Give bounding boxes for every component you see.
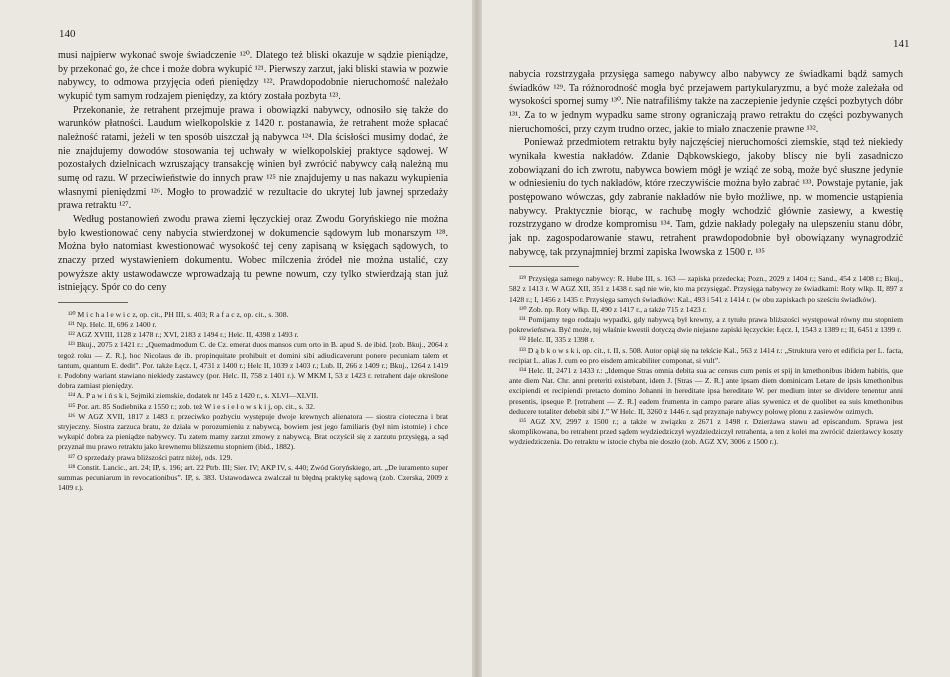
footnote: ¹²⁷ O sprzedaży prawa bliższości patrz niżej, ods. 129. (68, 452, 233, 462)
right-column (509, 68, 903, 448)
footnote: ¹³³ D ą b k o w s k i, op. cit., t. II, s. 508. Autor opiął się na tekście Kal., 563 z 1414 r.: „Struktura vero et edificia per L. facta, recipiat L. alias J. cum eo pro eisdem amicabiliter componat, si vult”. (509, 345, 903, 365)
left-column (58, 49, 448, 493)
footnote: ¹²³ Bkuj., 2075 z 1421 r.: „Quemadmodum C. de Cz. emerat duos mansos cum orto in B. apud S. de ibid. [zob. Bkuj., 2064 z tegoż roku — Z. R.], hoc Nicolaus de ib. propinquitate prohibuit et domini sibi adiudicaverunt ponere pecuniam talem et tantum, quantum E. dedit”. Por. także Łęcz. I, 4731 z 1400 r.; Helc II, 1039 z 1403 r.; Lub. II, 266 z 1409 r.; Bkuj., 1264 z 1419 r. Podobny wariant stawiano niekiedy zastawcy (por. Helc. II, 758 z 1401 r.). W MKM I, 53 z 1423 r. retrahent daje określone dobra zamiast pieniędzy. (58, 340, 448, 391)
page-number: 140 (59, 28, 76, 40)
page-number: 141 (893, 38, 910, 50)
footnote: ¹²¹ Np. Helc. II, 696 z 1400 r. (68, 320, 157, 330)
paragraph: musi najpierw wykonać swoje świadczenie ¹²⁰. Dlatego też bliski okazuje w sądzie pieniądze, by przekonać go, że chce i może dobra wykupić ¹²¹. Pierwszy zarzut, jaki bliski stawia w pozwie nabywcy, to odmowa przyjęcia odeń pieniędzy ¹²². Prawdopodobnie nieruchomość należało wykupić tym samym rodzajem pieniędzy, za który została pozbyta ¹²³. (58, 50, 448, 102)
paragraph: Ponieważ przedmiotem retraktu były najczęściej nieruchomości ziemskie, stąd też niekiedy wynikała kwestia nakładów. Zdanie Dąbkowskiego, jakoby bliscy nie byli zasadniczo zobowiązani do ich zwrotu, nabywca bowiem mógł je wziąć ze sobą, może być słuszne jedynie w odniesieniu do tych nakładów, które rzeczywiście można było zabrać ¹³³. Powstaje pytanie, jak postępowano wówczas, gdy zabranie nakładów nie było możliwe, np. w momencie ustąpienia nabywcy. Praktycznie biorąc, w rachubę mogły wchodzić głównie zasiewy, a kwestię rozstrzygano w drodze kompromisu ¹³⁴. Tam, gdzie nakłady polegały na ulepszeniu stanu dóbr, jak np. zagospodarowanie stawu, retrahent prawdopodobnie był obowiązany wynagrodzić nabywcę, tak przynajmniej brzmi zapiska lwowska z 1500 r. ¹³⁵ (509, 137, 903, 258)
footnote: ¹²⁶ W AGZ XVII, 1817 z 1483 r. przeciwko pozbyciu występuje dwoje krewnych alienatora — siostra cioteczna i brat stryjeczny. Siostra zarzuca bratu, że działa w porozumieniu z nabywcą, bowiem jest jego familiaris (był nim istotnie) i chce wykupić dobra za pieniądze nabywcy. Tu zatem mamy zarzut zmowy z nabywcą. Brat oczyścił się z zarzutu przysięgą, a sąd przyznał mu prawo retraktu jako krewnemu bliższemu stopniem (ibid., 1882). (58, 411, 448, 452)
right-page (477, 0, 950, 677)
footnotes (509, 274, 903, 447)
paragraph: Przekonanie, że retrahent przejmuje prawa i obowiązki nabywcy, odnosiło się także do warunków płatności. Laudum wielkopolskie z 1420 r. postanawia, że retrahent może spłacać należność ratami, jeżeli w ten sposób uiszczał ją nabywca ¹²⁴. Dla ścisłości musimy dodać, że nie znajdujemy dowodów stosowania tej uchwały w wielkopolskiej praktyce sądowej. W pozostałych dzielnicach wzruszający transakcję winien był zwrócić nabywcy całą należną mu sumę od razu. W przeciwieństwie do innych praw ¹²⁵ nie znajdujemy u nas nakazu wykupienia własnymi pieniędzmi ¹²⁶. Mogło to prowadzić w rezultacie do ukrytej lub jawnej sprzedaży prawa retraktu ¹²⁷. (58, 104, 448, 212)
footnote: ¹³¹ Pomijamy tego rodzaju wypadki, gdy nabywcą był krewny, a z tytułu prawa bliższości występował równy mu stopniem pokrewieństwa. Być może, tej właśnie kwestii dotyczą dwie niejasne zapiski łęczyckie: Łęcz. I, 1543 z 1389 r.; II, 6451 z 1399 r. (509, 315, 903, 335)
book-gutter (472, 0, 482, 677)
footnotes (58, 310, 448, 494)
footnote: ¹²² AGZ XVIII, 1128 z 1478 r.; XVI, 2183 z 1494 r.; Helc. II, 4398 z 1493 r. (68, 330, 299, 340)
footnote: ¹²⁹ Przysięga samego nabywcy: R. Hube III, s. 163 — zapiska przedecka; Pozn., 2029 z 1404 r.; Sand., 454 z 1408 r.; Bkuj., 582 z 1413 r. W AGZ XII, 351 z 1438 r. sąd nie wie, kto ma przysięgać. Przysięga nabywcy ze świadkami: Roty wlkp. II, 897 z 1428 r.; I, 1456 z 1435 r. Przysięga samych świadków: Kal., 493 i 541 z 1414 r. (w obu zapiskach po sześciu świadków). (509, 274, 903, 304)
footnote: ¹³⁴ Helc. II, 2471 z 1433 r.: „Idemque Stras omnia debita sua ac census cum penis et spij in kmethonibus ibidem habitis, que ante diem Nat. Chr. anni preteriti existebant, idem J. [Stras — Z. R.] ante ipsam diem dominicam Letare de ipsis kmethonibus excipiendi et recipiendi pretacto domino Johanni in hereditate ipsa hereditate W. per medium inter se dividere tenentur anni presentis, ipseque P. [retrahent — Z. R.] eadem frumenta in campo parare alias sywenicz et de quolibet ea suis kmethonibus deducere totaliter debebit sibi J.” W Helc. II, 3260 z 1446 r. sąd przyznaje nabywcy połowę plonu z zasiewów ozimych. (509, 366, 903, 416)
paragraph: nabycia rozstrzygała przysięga samego nabywcy albo nabywcy ze świadkami bądź samych świadków ¹²⁹. Ta różnorodność mogła być przejawem partykularyzmu, a być może zależała od wysokości spornej sumy ¹³⁰. Nie natrafiliśmy także na zaczepienie jedynie części pozbytych dóbr ¹³¹. Za to w jednym wypadku same strony ograniczają prawo retraktu do części pozbywanych nieruchomości, przy czym trudno orzec, jakie to miało znaczenie prawne ¹³². (509, 69, 903, 135)
footnote-separator (509, 266, 579, 267)
footnote: ¹³² Helc. II, 335 z 1398 r. (519, 335, 595, 345)
footnote: ¹³⁵ AGZ XV, 2997 z 1500 r.; a także w związku z 2671 z 1498 r. Dzierżawa stawu ad episcandum. Sprawa jest skomplikowana, bo retrahent przed sądem wydziedziczył wyzdziedziczył retrahenta, a ten z kolei ma zwrócić dzierżawcy koszty wydziedziczenia. Do retraktu w istocie chyba nie doszło (zob. AGZ XV, 3006 z 1500 r.). (509, 417, 903, 447)
footnote: ¹²⁰ M i c h a l e w i c z, op. cit., PH III, s. 403; R a f a c z, op. cit., s. 308. (68, 309, 289, 319)
body-text (509, 68, 903, 259)
footnote: ¹²⁴ A. P a w i ń s k i, Sejmiki ziemskie, dodatek nr 145 z 1420 r., s. XLVI—XLVII. (68, 391, 319, 401)
footnote-separator (58, 302, 128, 303)
footnote: ¹²⁸ Constit. Lancic., art. 24; IP, s. 196; art. 22 Ptrb. III; Sier. IV; AKP IV, s. 440; Zwód Goryńskiego, art. „De iuramento super summas pecuniarum in revocationibus”. IP, s. 383. Ustawodawca zwalczał tu błędną praktykę sądową (zob. Czerska, 2009 z 1409 r.). (58, 462, 448, 493)
body-text (58, 49, 448, 295)
paragraph: Według postanowień zwodu prawa ziemi łęczyckiej oraz Zwodu Goryńskiego nie można było kwestionować ceny nabycia stwierdzonej w dokumencie sądowym lub monarszym ¹²⁸. Można było natomiast kwestionować wysokość tej ceny zapisaną w księgach sądowych, to znaczy przed wystawieniem dokumentu. Wobec milczenia źródeł nie można ustalić, czy powyższe akty ustawodawcze wprowadzają tu pewne nowum, czy tylko stwierdzają stan już istniejący. Spór co do ceny (58, 213, 448, 294)
footnote: ¹²⁵ Por. art. 85 Sudiebnika z 1550 r.; zob. też W i e s i e ł o w s k i j, op. cit., s. 32. (68, 401, 315, 411)
footnote: ¹³⁰ Zob. np. Roty wlkp. II, 490 z 1417 r., a także 715 z 1423 r. (519, 304, 707, 314)
